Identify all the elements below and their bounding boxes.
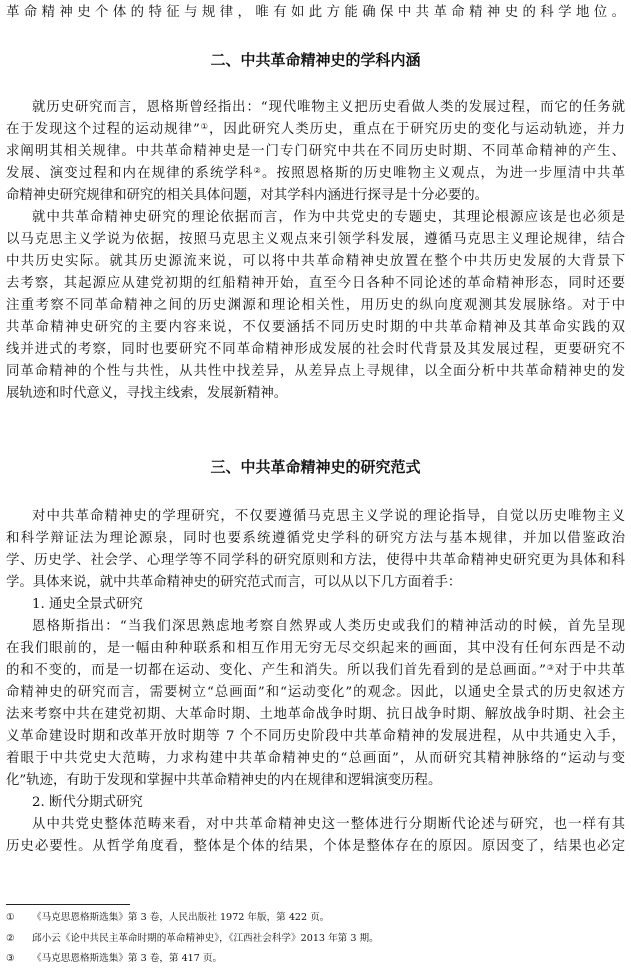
paragraph-line: 的和不变的，而是一切都在运动、变化、产生和消失。所以我们首先看到的是总画面。”③对于中共革 xyxy=(6,663,625,678)
paragraph-line: 从中共党史整体范畴来看，对中共革命精神史这一整体进行分期断代论述与研究，也一样有其 xyxy=(32,817,625,832)
footnote-divider xyxy=(6,904,130,905)
paragraph-line: 历史必要性。从哲学角度看，整体是个体的结果，个体是整体存在的原因。原因变了，结果也必定 xyxy=(6,839,625,854)
footnote-ref-2[interactable]: ② xyxy=(253,166,263,175)
paragraph-line: 化”轨迹，有助于发现和掌握中共革命精神史的内在规律和逻辑演变历程。 xyxy=(6,773,442,788)
paragraph-line: 和科学辩证法为理论源泉，同时也要系统遵循党史学科的研究方法与基本规律，并加以借鉴政治 xyxy=(6,531,625,546)
paragraph-line: 义革命建设时期和改革开放时期等 7 个不同历史阶段中共革命精神的发展进程，从中共通史入手， xyxy=(6,729,625,744)
subsection-heading-2: 2. 断代分期式研究 xyxy=(32,795,143,810)
paragraph-line: 着眼于中共党史大范畴，力求构建中共革命精神史的“总画面”，从而研究其精神脉络的“运动与变 xyxy=(6,751,625,766)
paragraph-line: 法来考察中共在建党初期、大革命时期、土地革命战争时期、抗日战争时期、解放战争时期、社会主 xyxy=(6,707,625,722)
paragraph-line: 学、历史学、社会学、心理学等不同学科的研究原则和方法，使得中共革命精神史研究更为具体和科 xyxy=(6,553,625,568)
paragraph-line: 发展、演变过程和内在规律的系统学科②。按照恩格斯的历史唯物主义观点，为进一步厘清中共革 xyxy=(6,166,625,181)
paragraph-line: 线并进式的考察，同时也要研究不同革命精神形成发展的社会时代背景及其发展过程，更要研究不 xyxy=(6,342,625,357)
section-heading-3: 三、中共革命精神史的研究范式 xyxy=(210,458,421,476)
footnote-ref-1[interactable]: ① xyxy=(199,122,209,131)
subsection-heading-1: 1. 通史全景式研究 xyxy=(32,597,143,612)
paragraph-line: 求阐明其相关规律。中共革命精神史是一门专门研究中共在不同历史时期、不同革命精神的产生、 xyxy=(6,144,625,159)
footnote-ref-3[interactable]: ③ xyxy=(545,663,555,672)
paragraph-line: 命精神史研究规律和研究的相关具体问题，对其学科内涵进行探寻是十分必要的。 xyxy=(6,188,489,203)
footnote-3: ③ 《马克思恩格斯选集》第 3 卷，第 417 页。 xyxy=(6,953,223,964)
footnote-1: ① 《马克思恩格斯选集》第 3 卷，人民出版社 1972 年版，第 422 页。 xyxy=(6,912,330,923)
paragraph-line: 学。具体来说，就中共革命精神史的研究范式而言，可以从以下几方面着手： xyxy=(6,575,462,590)
paragraph-line: 展轨迹和时代意义，寻找主线索，发展新精神。 xyxy=(6,386,288,401)
paragraph-line: 革命精神史个体的特征与规律，唯有如此方能确保中共革命精神史的科学地位。 xyxy=(6,5,625,20)
paragraph-line: 对中共革命精神史的学理研究，不仅要遵循马克思主义学说的理论指导，自觉以历史唯物主义 xyxy=(32,509,625,524)
paragraph-line: 以马克思主义学说为依据，按照马克思主义观点来引领学科发展，遵循马克思主义理论规律，结合 xyxy=(6,232,625,247)
paragraph-line: 去考察，其起源应从建党初期的红船精神开始，直至今日各种不同论述的革命精神形态，同时还要 xyxy=(6,276,625,291)
paragraph-line: 在于发现这个过程的运动规律”①，因此研究人类历史，重点在于研究历史的变化与运动轨迹，并力 xyxy=(6,122,625,137)
paragraph-line: 注重考察不同革命精神之间的历史渊源和理论相关性，用历史的纵向度观测其发展脉络。对于中 xyxy=(6,298,625,313)
paragraph-line: 共革命精神史研究的主要内容来说，不仅要涵括不同历史时期的中共革命精神及其革命实践的双 xyxy=(6,320,625,335)
paragraph-line: 中共历史实际。就其历史源流来说，可以将中共革命精神史放置在整个中共历史发展的大背景下 xyxy=(6,254,625,269)
paragraph-line: 恩格斯指出：“当我们深思熟虑地考察自然界或人类历史或我们的精神活动的时候，首先呈现 xyxy=(32,619,625,634)
paragraph-line: 就中共革命精神史研究的理论依据而言，作为中共党史的专题史，其理论根源应该是也必须是 xyxy=(32,210,625,225)
section-heading-2: 二、中共革命精神史的学科内涵 xyxy=(210,51,421,69)
paragraph-line: 命精神史的研究而言，需要树立“总画面”和“运动变化”的观念。因此，以通史全景式的历史叙述方 xyxy=(6,685,625,700)
paragraph-line: 在我们眼前的，是一幅由种种联系和相互作用无穷无尽交织起来的画面，其中没有任何东西是不动 xyxy=(6,641,625,656)
paragraph-line: 同革命精神的个性与共性，从共性中找差异，从差异点上寻规律，以全面分析中共革命精神史的发 xyxy=(6,364,625,379)
footnote-2: ② 邱小云《论中共民主革命时期的革命精神史》，《江西社会科学》2013 年第 3 期。 xyxy=(6,933,379,944)
paragraph-line: 就历史研究而言，恩格斯曾经指出：“现代唯物主义把历史看做人类的发展过程，而它的任务就 xyxy=(32,100,625,115)
